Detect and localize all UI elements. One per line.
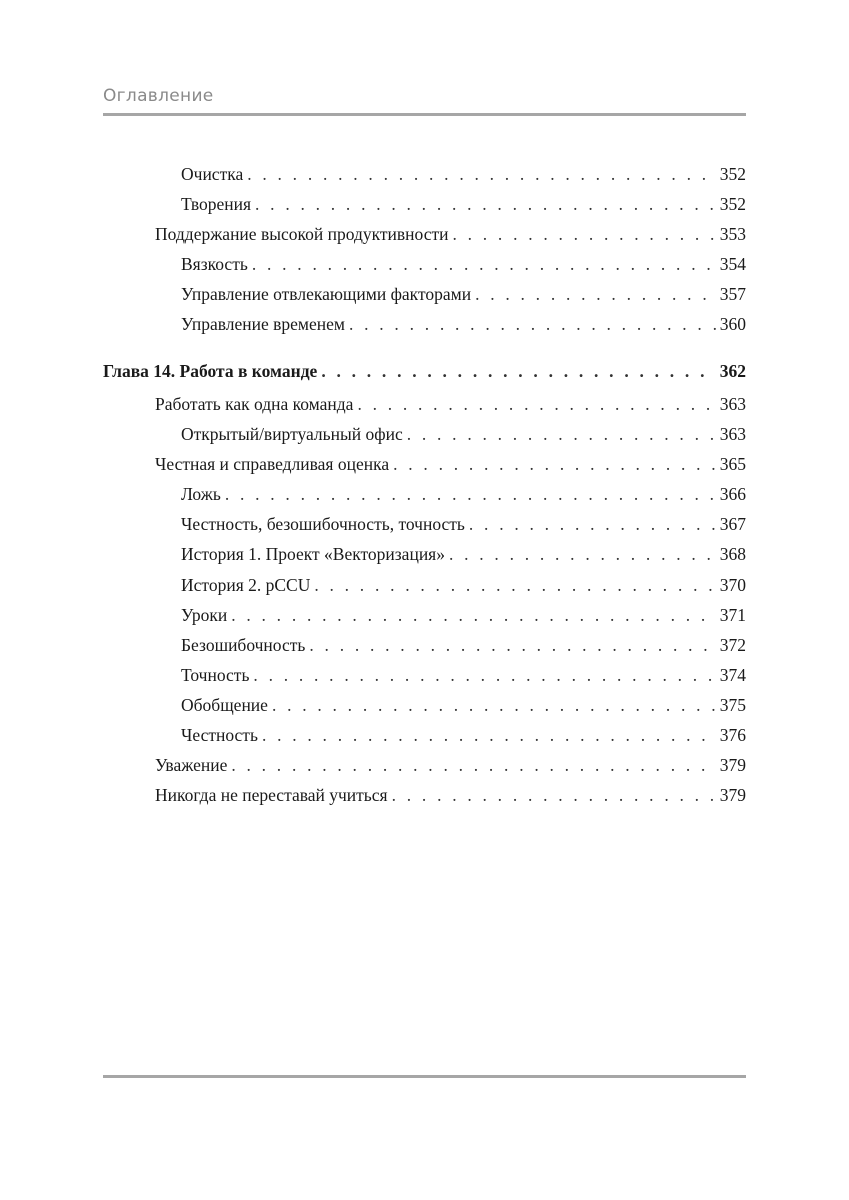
toc-entry-title: Глава 14. Работа в команде	[103, 361, 318, 381]
toc-entry[interactable]	[181, 253, 746, 275]
toc-entry-page: 367	[719, 514, 746, 534]
dot-leader	[262, 724, 716, 746]
toc-entry-page: 379	[719, 785, 746, 805]
header-rule	[103, 113, 746, 116]
toc-entry-title: Ложь	[181, 484, 221, 504]
toc-entry[interactable]	[181, 634, 746, 656]
toc-entry-page: 363	[719, 394, 746, 414]
footer-rule	[103, 1075, 746, 1078]
toc-entry-page: 366	[719, 484, 746, 504]
running-head-title: Оглавление	[103, 86, 214, 106]
dot-leader	[475, 283, 716, 305]
toc-entry[interactable]	[155, 784, 746, 806]
dot-leader	[225, 483, 716, 505]
dot-leader	[357, 393, 715, 415]
dot-leader	[469, 513, 716, 535]
toc-entry[interactable]	[155, 754, 746, 776]
toc-entry-title: Уважение	[155, 755, 228, 775]
dot-leader	[272, 694, 716, 716]
toc-entry-title: Точность	[181, 665, 250, 685]
toc-entry[interactable]	[181, 724, 746, 746]
toc-entry-title: Работать как одна команда	[155, 394, 354, 414]
dot-leader	[392, 784, 716, 806]
toc-entry[interactable]	[181, 513, 746, 535]
toc-entry-page: 379	[719, 755, 746, 775]
toc-entry-title: История 1. Проект «Векторизация»	[181, 544, 445, 564]
toc-entry[interactable]	[181, 694, 746, 716]
toc-entry[interactable]	[155, 453, 746, 475]
dot-leader	[314, 574, 715, 596]
toc-entry[interactable]	[181, 283, 746, 305]
toc-entry[interactable]	[155, 223, 746, 245]
toc-entry-title: Честная и справедливая оценка	[155, 454, 390, 474]
toc-entry-page: 362	[719, 361, 746, 381]
toc-entry-title: Творения	[181, 194, 252, 214]
toc-entry-page: 368	[719, 544, 746, 564]
toc-entry-title: Безошибочность	[181, 635, 306, 655]
toc-entry-page: 372	[719, 635, 746, 655]
toc-entry[interactable]	[155, 393, 746, 415]
toc-entry-title: Очистка	[181, 164, 244, 184]
dot-leader	[253, 664, 715, 686]
dot-leader	[449, 543, 716, 565]
toc-entry[interactable]	[181, 664, 746, 686]
toc-entry-page: 365	[719, 454, 746, 474]
toc-entry-title: Никогда не переставай учиться	[155, 785, 388, 805]
toc-entry-page: 360	[719, 314, 746, 334]
toc-entry-title: Уроки	[181, 605, 228, 625]
toc-entry-page: 375	[719, 695, 746, 715]
dot-leader	[231, 754, 715, 776]
toc-entry-title: Управление отвлекающими факторами	[181, 284, 472, 304]
toc-entry-title: Честность, безошибочность, точность	[181, 514, 465, 534]
dot-leader	[247, 163, 716, 185]
dot-leader	[393, 453, 716, 475]
toc-entry[interactable]	[181, 313, 746, 335]
dot-leader	[349, 313, 716, 335]
toc-entry[interactable]	[181, 543, 746, 565]
toc-chapter-entry[interactable]	[103, 360, 746, 382]
toc-entry-page: 374	[719, 665, 746, 685]
dot-leader	[255, 193, 716, 215]
toc-entry[interactable]	[181, 423, 746, 445]
toc-entry-page: 370	[719, 575, 746, 595]
dot-leader	[321, 360, 715, 382]
toc-entry-title: Честность	[181, 725, 258, 745]
toc-entry-title: Управление временем	[181, 314, 345, 334]
toc-entry-page: 357	[719, 284, 746, 304]
toc-entry-page: 363	[719, 424, 746, 444]
toc-entry-title: Поддержание высокой продуктивности	[155, 224, 449, 244]
dot-leader	[407, 423, 716, 445]
toc-entry-title: Обобщение	[181, 695, 268, 715]
dot-leader	[452, 223, 715, 245]
toc-entry-title: История 2. pCCU	[181, 575, 311, 595]
toc-entry-page: 352	[719, 194, 746, 214]
dot-leader	[252, 253, 716, 275]
toc-entry[interactable]	[181, 483, 746, 505]
toc-entry-page: 353	[719, 224, 746, 244]
dot-leader	[231, 604, 716, 626]
toc-entry[interactable]	[181, 163, 746, 185]
dot-leader	[309, 634, 715, 656]
toc-entry-page: 354	[719, 254, 746, 274]
toc-entry-page: 376	[719, 725, 746, 745]
toc-entry-title: Открытый/виртуальный офис	[181, 424, 403, 444]
toc-entry[interactable]	[181, 193, 746, 215]
toc-entry-page: 371	[719, 605, 746, 625]
toc-entry[interactable]	[181, 574, 746, 596]
toc-entry-page: 352	[719, 164, 746, 184]
toc-entry-title: Вязкость	[181, 254, 248, 274]
toc-entry[interactable]	[181, 604, 746, 626]
